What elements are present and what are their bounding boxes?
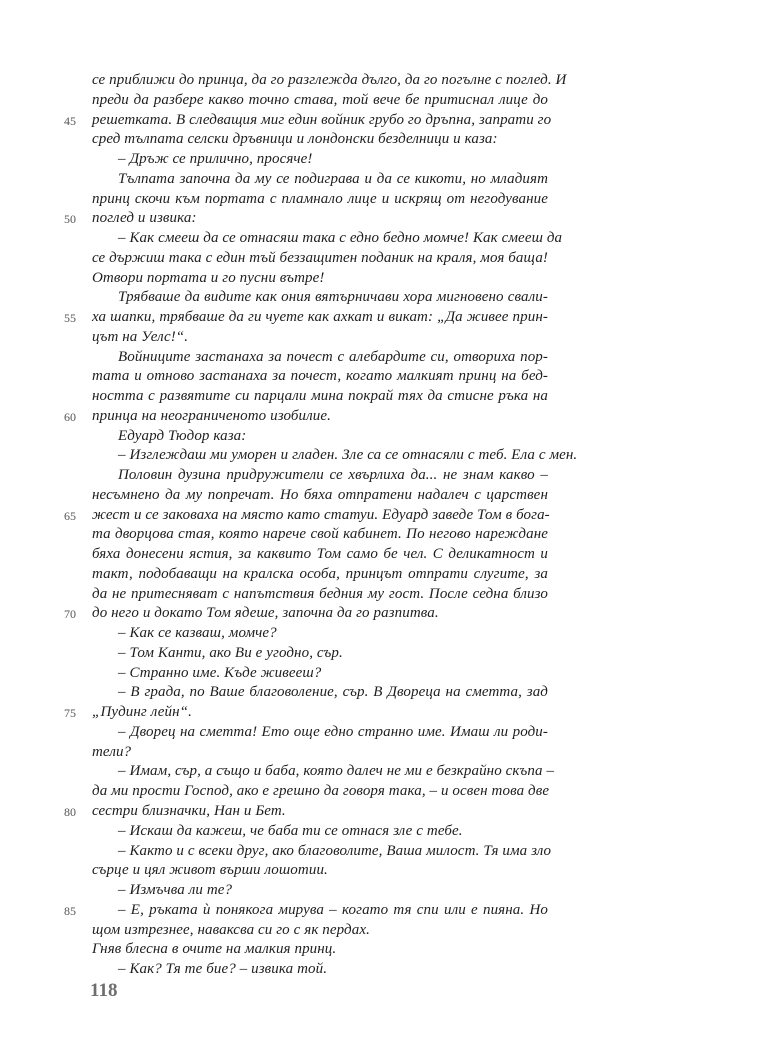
- text-line: принц скочи към портата с пламнало лице и искрящ от негодувание: [92, 190, 548, 207]
- page-number: 118: [90, 980, 118, 1001]
- line-number: 70: [64, 607, 76, 622]
- text-line: – Както и с всеки друг, ако благоволите, Ваша милост. Тя има зло: [118, 842, 552, 859]
- text-line: цът на Уелс!“.: [92, 328, 189, 345]
- text-line: Трябваше да видите как ония вятърничави хора мигновено свали-: [118, 289, 548, 306]
- line-number: 75: [64, 706, 76, 721]
- text-line: до него и докато Том ядеше, започна да го разпитва.: [92, 605, 439, 622]
- text-line: решетката. В следващия миг един войник грубо го дръпна, запрати го: [92, 111, 552, 128]
- text-line: – Измъчва ли те?: [118, 882, 233, 898]
- text-line: Отвори портата и го пусни вътре!: [92, 269, 325, 286]
- text-line: Половин дузина придружители се хвърлиха да... не знам какво –: [118, 467, 548, 484]
- line-number: 80: [64, 805, 76, 819]
- text-line: – Странно име. Къде живееш?: [118, 664, 322, 681]
- text-line: тата и отново застанаха за почест, когато малкият принц на бед-: [92, 368, 548, 385]
- text-line: сърце и цял живот върши лошотии.: [92, 862, 328, 879]
- text-line: ха шапки, трябваше да ги чуете как ахкат и викат: „Да живее прин-: [92, 309, 548, 326]
- text-line: – Е, ръката ѝ понякога мирува – когато тя спи или е пияна. Но: [118, 901, 548, 918]
- text-line: Войниците застанаха за почест с алебардите си, отвориха пор-: [118, 348, 548, 365]
- text-line: тели?: [92, 743, 132, 760]
- line-number: 50: [64, 212, 76, 227]
- text-line: сред тълпата селски дръвници и лондонски безделници и каза:: [92, 131, 498, 148]
- text-line: – Как? Тя те бие? – извика той.: [118, 961, 328, 977]
- line-number: 85: [64, 903, 76, 918]
- text-line: Едуард Тюдор каза:: [118, 427, 247, 444]
- text-line: поглед и извика:: [92, 210, 197, 227]
- text-line: преди да разбере какво точно става, той вече бе притиснал лице до: [92, 91, 548, 108]
- line-number: 45: [64, 113, 76, 128]
- text-line: ността с развятите си парцали мина покрай тях да стисне ръка на: [92, 388, 548, 405]
- text-line: – Как смееш да се отнасяш така с едно бедно момче! Как смееш да: [118, 230, 563, 246]
- text-line: – В града, по Ваше благоволение, сър. В Двореца на сметта, зад: [118, 684, 548, 701]
- text-line: – Искаш да кажеш, че баба ти се отнася зле с тебе.: [118, 822, 463, 839]
- text-line: да ми прости Господ, ако е грешно да говоря така, – и освен това две: [92, 783, 550, 800]
- text-line: бяха донесени ястия, за каквито Том само бе чел. С деликатност и: [92, 546, 548, 563]
- text-line: „Пудинг лейн“.: [92, 704, 192, 721]
- text-line: се държиш така с един тъй беззащитен поданик на краля, моя баща!: [92, 249, 549, 266]
- text-line: щом изтрезнее, наваксва си го с як пердах.: [92, 921, 370, 938]
- text-line: – Как се казваш, момче?: [118, 625, 277, 642]
- text-line: – Имам, сър, а също и баба, която далеч не ми е безкрайно скъпа –: [118, 763, 555, 780]
- text-line: Гняв блесна в очите на малкия принц.: [92, 941, 337, 958]
- text-line: та дворцова стая, която нарече свой кабинет. По негово нареждане: [92, 526, 548, 543]
- line-number: 60: [64, 409, 76, 424]
- text-line: принца на неограниченото изобилие.: [92, 407, 331, 424]
- text-line: да не притесняват с напътствия бедния му гост. После седна близо: [92, 585, 548, 602]
- text-line: Тълпата започна да му се подиграва и да се кикоти, но младият: [118, 170, 548, 187]
- text-line: сестри близначки, Нан и Бет.: [92, 803, 286, 819]
- text-line: – Том Канти, ако Ви е угодно, сър.: [118, 644, 343, 661]
- line-number: 65: [64, 508, 76, 523]
- text-line: – Дръж се прилично, просяче!: [118, 151, 313, 167]
- text-line: – Изглеждаш ми уморен и гладен. Зле са се отнасяли с теб. Ела с мен.: [118, 447, 578, 464]
- text-line: – Дворец на сметта! Ето още едно странно име. Имаш ли роди-: [118, 723, 548, 740]
- text-line: жест и се заковаха на място като статуи. Едуард заведе Том в бога-: [92, 506, 550, 523]
- text-line: такт, подобаващи на кралска особа, принцът отпрати слугите, за: [92, 565, 548, 582]
- text-line: се приближи до принца, да го разглежда дълго, да го погълне с поглед. И: [92, 72, 567, 88]
- line-number: 55: [64, 311, 76, 326]
- text-line: несъмнено да му попречат. Но бяха отпратени надалеч с царствен: [92, 486, 548, 503]
